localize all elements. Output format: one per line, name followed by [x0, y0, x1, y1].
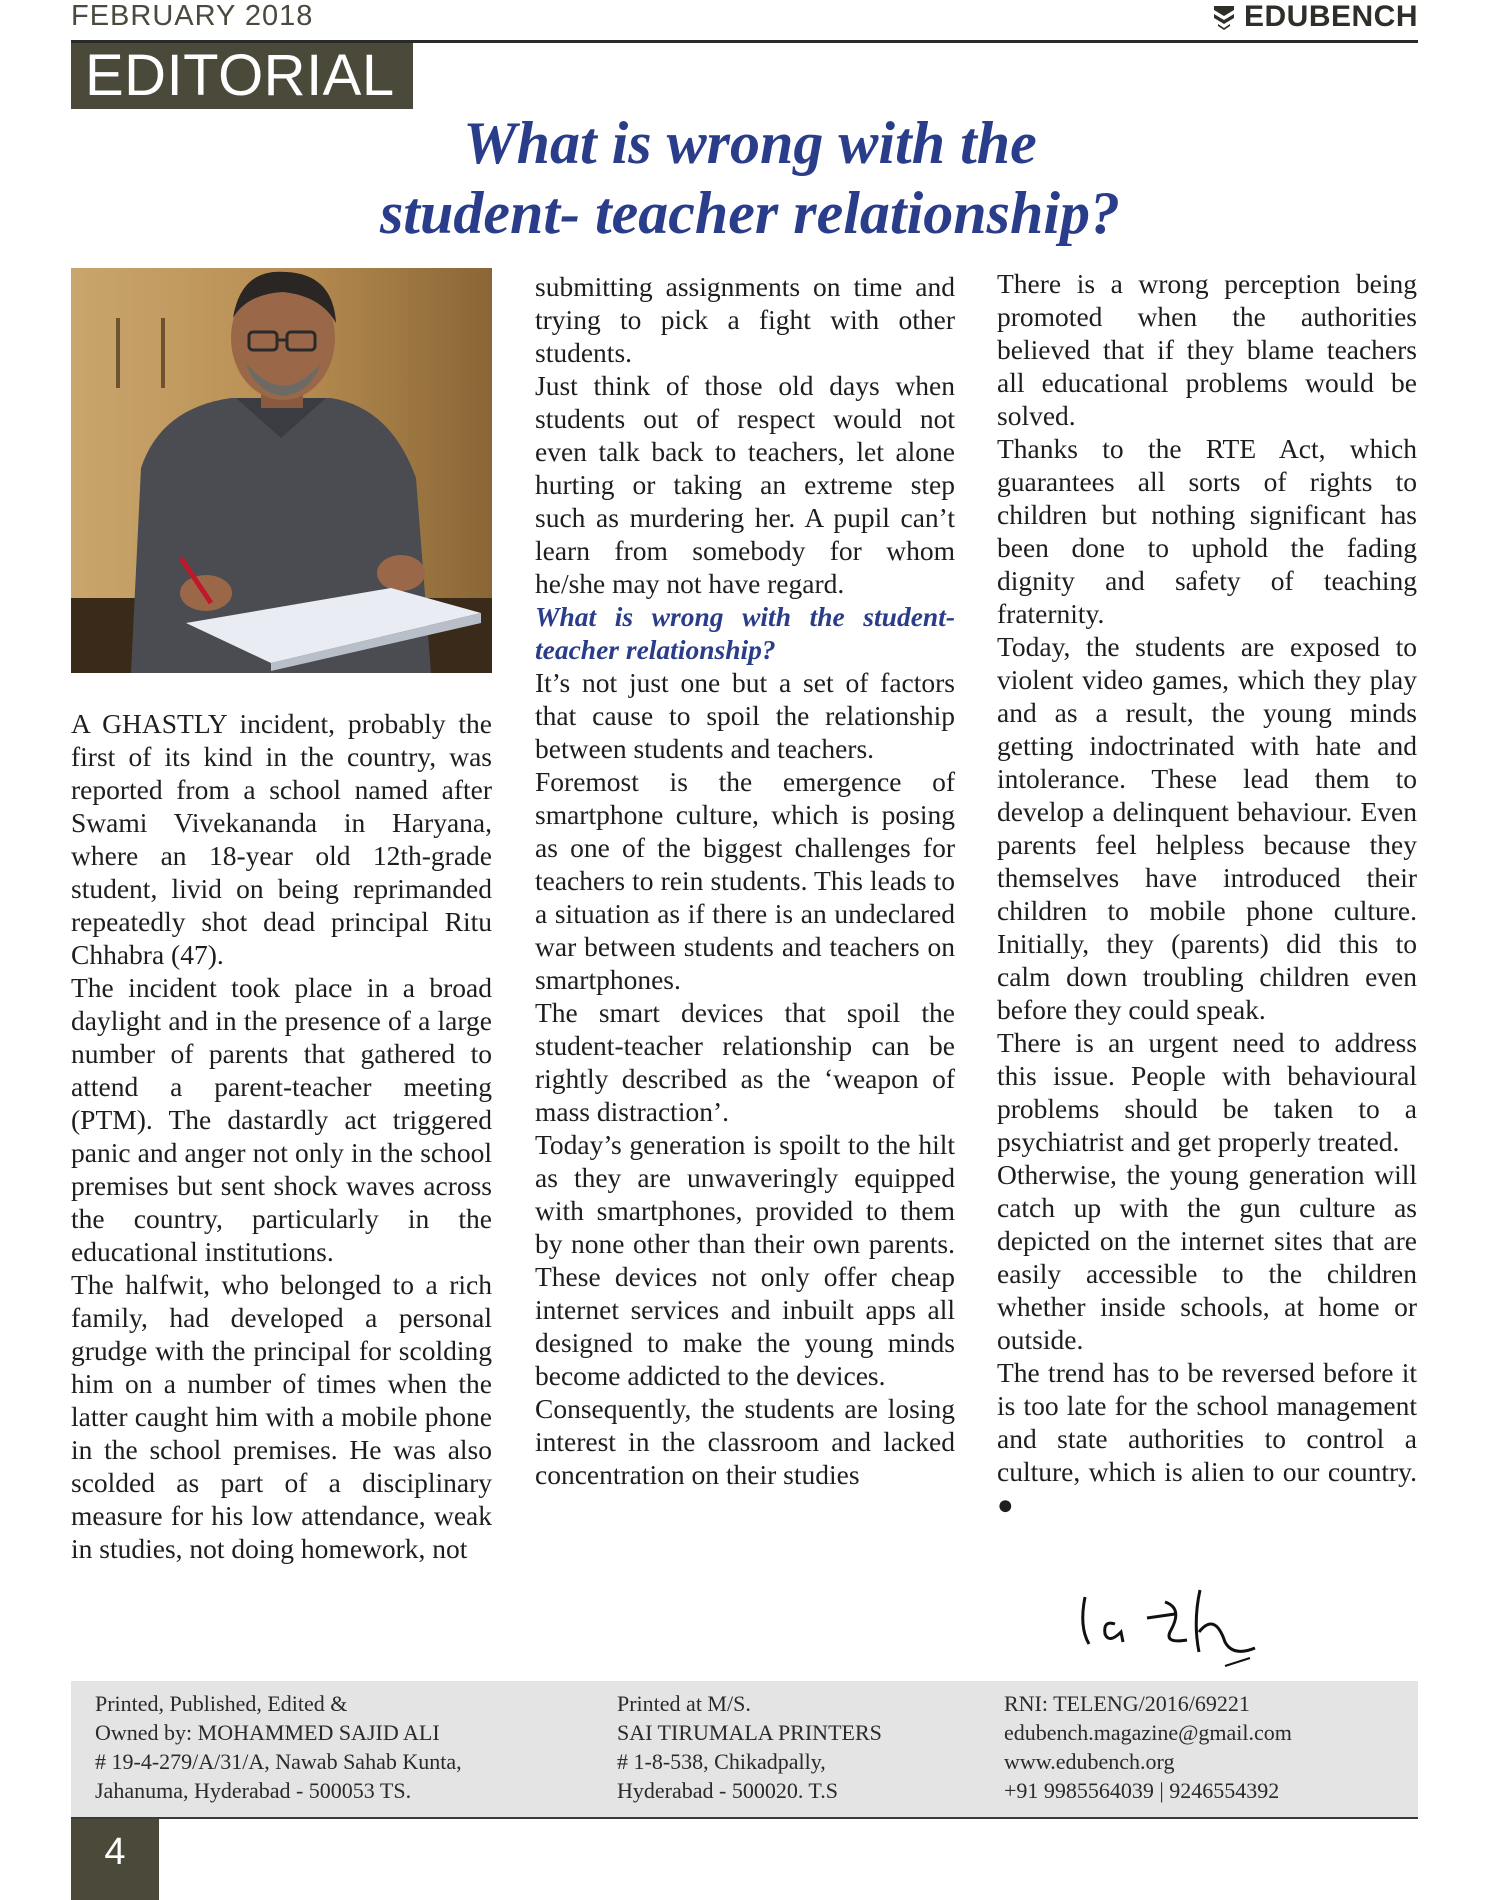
author-photo-image — [71, 268, 492, 673]
paragraph: submitting assignments on time and trying to pick a fight with other students. — [535, 271, 955, 368]
paragraph: Thanks to the RTE Act, which guarantees all sorts of rights to children but nothing significant has been done to uphold the fading dignity and safety of teaching fraternity. — [997, 433, 1417, 629]
paragraph: Consequently, the students are losing interest in the classroom and lacked concentration on their studies — [535, 1393, 955, 1490]
imprint-line: Hyderabad - 500020. T.S — [617, 1778, 838, 1803]
imprint-line: Owned by: MOHAMMED SAJID ALI — [95, 1720, 440, 1745]
author-photo — [71, 268, 492, 673]
paragraph: Today, the students are exposed to violent video games, which they play and as a result, the young minds getting indoctrinated with hate and intolerance. These lead them to develop a delinquent behaviour. Even parents feel helpless because they themselves have introduced their children to mobile phone culture. Initially, they (parents) did this to calm down troubling children even before they could speak. — [997, 631, 1417, 1025]
paragraph: Today’s generation is spoilt to the hilt as they are unwaveringly equipped with smartphones, provided to them by none other than their own parents. These devices not only offer cheap internet services and inbuilt apps all designed to make the young minds become addicted to the devices. — [535, 1129, 955, 1391]
editor-signature — [1075, 1582, 1290, 1672]
imprint-line: # 1-8-538, Chikadpally, — [617, 1749, 826, 1774]
paragraph: There is an urgent need to address this issue. People with behavioural problems should be taken to a psychiatrist and get properly treated. — [997, 1027, 1417, 1157]
issue-date: FEBRUARY 2018 — [71, 0, 314, 32]
imprint-line: # 19-4-279/A/31/A, Nawab Sahab Kunta, — [95, 1749, 462, 1774]
imprint-printer — [617, 1689, 882, 1805]
paragraph: The trend has to be reversed before it is too late for the school management and state authorities to control a culture, which is alien to our country. ● — [997, 1357, 1417, 1520]
title-line-2: student- teacher relationship? — [379, 180, 1121, 246]
paragraph: It’s not just one but a set of factors that cause to spoil the relationship between students and teachers. — [535, 667, 955, 764]
edubench-logo-icon — [1212, 4, 1236, 30]
brand-name: EDUBENCH — [1243, 0, 1418, 33]
page-number: 4 — [71, 1819, 159, 1900]
article-column-2 — [535, 270, 955, 1491]
paragraph: The halfwit, who belonged to a rich family, had developed a personal grudge with the principal for scolding him on a number of times when the latter caught him with a mobile phone in the school premises. He was also scolded as part of a disciplinary measure for his low attendance, weak in studies, not doing homework, not — [71, 1269, 492, 1564]
imprint-contact — [1004, 1689, 1292, 1805]
paragraph: There is a wrong perception being promoted when the authorities believed that if they blame teachers all educational problems would be solved. — [997, 268, 1417, 431]
brand — [1212, 0, 1418, 34]
paragraph: A GHASTLY incident, probably the first of its kind in the country, was reported from a school named after Swami Vivekananda in Haryana, where an 18-year old 12th-grade student, livid on being reprimanded repeatedly shot dead principal Ritu Chhabra (47). — [71, 708, 492, 970]
article-title — [250, 108, 1250, 248]
rni-number: RNI: TELENG/2016/69221 — [1004, 1691, 1250, 1716]
website: www.edubench.org — [1004, 1749, 1175, 1774]
paragraph: Foremost is the emergence of smartphone culture, which is posing as one of the biggest challenges for teachers to rein students. This leads to a situation as if there is an undeclared war between students and teachers on smartphones. — [535, 766, 955, 995]
imprint-line: Printed at M/S. — [617, 1691, 751, 1716]
paragraph: Just think of those old days when students out of respect would not even talk back to teachers, let alone hurting or taking an extreme step such as murdering her. A pupil can’t learn from somebody for whom he/she may not have regard. — [535, 370, 955, 599]
paragraph: The smart devices that spoil the student-teacher relationship can be rightly described as the ‘weapon of mass distraction’. — [535, 997, 955, 1127]
signature-icon — [1075, 1582, 1290, 1672]
section-label: EDITORIAL — [71, 43, 413, 109]
title-line-1: What is wrong with the — [463, 110, 1037, 176]
contact-email: edubench.magazine@gmail.com — [1004, 1720, 1292, 1745]
phone-numbers: +91 9985564039 | 9246554392 — [1004, 1778, 1280, 1803]
imprint-line: Jahanuma, Hyderabad - 500053 TS. — [95, 1778, 412, 1803]
paragraph: Otherwise, the young generation will catch up with the gun culture as depicted on the internet sites that are easily accessible to the children whether inside schools, at home or outside. — [997, 1159, 1417, 1355]
imprint-line: SAI TIRUMALA PRINTERS — [617, 1720, 882, 1745]
article-column-1 — [71, 707, 492, 1565]
article-column-3 — [997, 267, 1417, 1521]
imprint-publisher — [95, 1689, 462, 1805]
imprint-footer — [71, 1681, 1418, 1819]
subheading: What is wrong with the student-teacher relationship? — [535, 601, 955, 665]
imprint-line: Printed, Published, Edited & — [95, 1691, 348, 1716]
paragraph: The incident took place in a broad daylight and in the presence of a large number of parents that gathered to attend a parent-teacher meeting (PTM). The dastardly act triggered panic and anger not only in the school premises but sent shock waves across the country, particularly in the educational institutions. — [71, 972, 492, 1267]
